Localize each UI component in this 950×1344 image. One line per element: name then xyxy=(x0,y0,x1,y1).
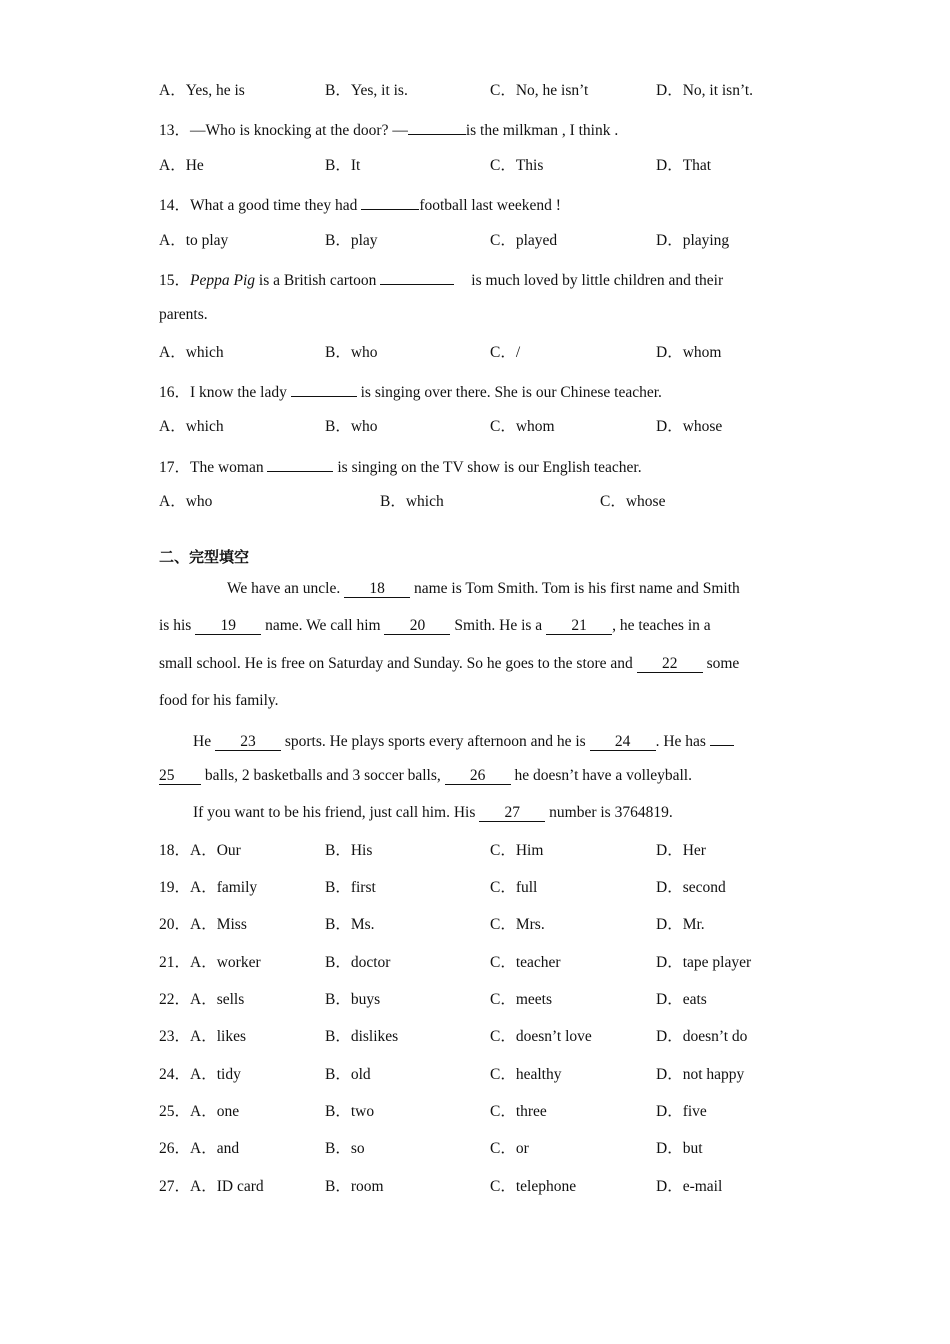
cloze-question-27 xyxy=(159,1177,264,1197)
cloze-question-20 xyxy=(159,915,247,935)
blank-27: 27 xyxy=(479,804,545,822)
blank-26: 26 xyxy=(445,767,511,785)
q16-option-c: C．whom xyxy=(490,418,555,435)
q14-stem-pre: 14．What a good time they had xyxy=(159,197,362,214)
option-d: D．second xyxy=(656,879,726,896)
option-a: A．Miss xyxy=(190,916,247,933)
q13-stem-pre: 13．—Who is knocking at the door? — xyxy=(159,122,408,139)
option-c: C．three xyxy=(490,1103,547,1120)
passage-text: is his xyxy=(159,617,196,634)
passage-p3-line1 xyxy=(193,803,673,823)
q15-stem-num: 15． xyxy=(159,272,191,289)
blank-25: 25 xyxy=(159,767,201,785)
q15-stem-mid: is a British cartoon xyxy=(255,272,381,289)
q17-option-a: A．who xyxy=(159,493,213,510)
option-b: B．doctor xyxy=(325,954,391,971)
option-a: A．ID card xyxy=(190,1178,264,1195)
passage-text: some xyxy=(702,655,740,672)
cloze-question-21 xyxy=(159,953,261,973)
cloze-question-23 xyxy=(159,1027,246,1047)
q15-stem-title: Peppa Pig xyxy=(190,272,256,289)
q15-blank xyxy=(380,268,454,285)
cloze-question-18 xyxy=(159,841,241,861)
q16-option-d: D．whose xyxy=(656,418,723,435)
option-d: D．Mr. xyxy=(656,916,705,933)
passage-text: sports. He plays sports every afternoon and he is xyxy=(280,733,590,750)
q14-option-d: D．playing xyxy=(656,232,730,249)
option-a: A．tidy xyxy=(190,1066,241,1083)
option-a: A．one xyxy=(190,1103,240,1120)
q13-stem xyxy=(159,118,618,141)
blank-25-start xyxy=(710,729,734,746)
passage-text: . He has xyxy=(655,733,710,750)
q15-stem-post: is much loved by little children and their xyxy=(471,272,724,289)
q17-stem-post: is singing on the TV show is our English teacher. xyxy=(333,459,642,476)
option-d: D．five xyxy=(656,1103,707,1120)
option-d: D．eats xyxy=(656,991,707,1008)
q16-stem-pre: 16．I know the lady xyxy=(159,384,291,401)
passage-text: name. We call him xyxy=(261,617,385,634)
question-number: 26． xyxy=(159,1140,191,1157)
option-b: B．His xyxy=(325,842,373,859)
q13-option-a: A．He xyxy=(159,157,204,174)
passage-text: small school. He is free on Saturday and Sunday. So he goes to the store and xyxy=(159,655,637,672)
passage-text: Smith. He is a xyxy=(450,617,547,634)
passage-p1-line4: food for his family. xyxy=(159,692,279,709)
q17-blank xyxy=(267,455,333,472)
option-a: A．worker xyxy=(190,954,261,971)
question-number: 24． xyxy=(159,1066,191,1083)
option-d: D．not happy xyxy=(656,1066,745,1083)
passage-text: he doesn’t have a volleyball. xyxy=(510,767,692,784)
option-c: C．meets xyxy=(490,991,552,1008)
q13-blank xyxy=(408,118,466,135)
q17-option-c: C．whose xyxy=(600,493,666,510)
q12-option-b: B．Yes, it is. xyxy=(325,82,408,99)
option-c: C．or xyxy=(490,1140,529,1157)
option-d: D．but xyxy=(656,1140,703,1157)
q16-option-b: B．who xyxy=(325,418,378,435)
q14-option-a: A．to play xyxy=(159,232,229,249)
q13-option-c: C．This xyxy=(490,157,544,174)
question-number: 19． xyxy=(159,879,191,896)
option-a: A．Our xyxy=(190,842,241,859)
q13-option-b: B．It xyxy=(325,157,361,174)
blank-20: 20 xyxy=(384,617,450,635)
passage-text: balls, 2 basketballs and 3 soccer balls, xyxy=(201,767,445,784)
q12-option-d: D．No, it isn’t. xyxy=(656,82,754,99)
option-d: D．tape player xyxy=(656,954,752,971)
question-number: 21． xyxy=(159,954,191,971)
q17-stem xyxy=(159,455,642,478)
q14-option-c: C．played xyxy=(490,232,558,249)
option-d: D．e-mail xyxy=(656,1178,723,1195)
option-c: C．healthy xyxy=(490,1066,562,1083)
question-number: 22． xyxy=(159,991,191,1008)
option-b: B．Ms. xyxy=(325,916,375,933)
option-c: C．Mrs. xyxy=(490,916,545,933)
option-a: A．likes xyxy=(190,1028,246,1045)
question-number: 23． xyxy=(159,1028,191,1045)
option-b: B．so xyxy=(325,1140,365,1157)
blank-19: 19 xyxy=(195,617,261,635)
cloze-question-22 xyxy=(159,990,244,1010)
question-number: 27． xyxy=(159,1178,191,1195)
q12-option-a: A．Yes, he is xyxy=(159,82,245,99)
passage-p2-line2 xyxy=(159,766,692,786)
passage-p2-line1 xyxy=(193,729,734,752)
section-heading: 二、完型填空 xyxy=(159,548,250,566)
cloze-question-24 xyxy=(159,1065,241,1085)
option-c: C．telephone xyxy=(490,1178,577,1195)
q15-option-c: C．/ xyxy=(490,344,521,361)
q15-option-a: A．which xyxy=(159,344,224,361)
passage-p1-line3 xyxy=(159,654,739,674)
passage-text: He xyxy=(193,733,215,750)
cloze-question-26 xyxy=(159,1139,239,1159)
blank-22: 22 xyxy=(637,655,703,673)
option-d: D．doesn’t do xyxy=(656,1028,748,1045)
q15-option-d: D．whom xyxy=(656,344,722,361)
option-b: B．buys xyxy=(325,991,381,1008)
option-b: B．dislikes xyxy=(325,1028,399,1045)
q17-stem-pre: 17．The woman xyxy=(159,459,268,476)
option-d: D．Her xyxy=(656,842,706,859)
q15-stem-line2: parents. xyxy=(159,306,208,323)
option-a: A．and xyxy=(190,1140,240,1157)
q15-option-b: B．who xyxy=(325,344,378,361)
option-c: C．teacher xyxy=(490,954,561,971)
passage-p1-line1 xyxy=(227,579,740,599)
passage-text: If you want to be his friend, just call him. His xyxy=(193,804,480,821)
blank-23: 23 xyxy=(215,733,281,751)
passage-text: , he teaches in a xyxy=(612,617,711,634)
q12-option-c: C．No, he isn’t xyxy=(490,82,589,99)
option-b: B．old xyxy=(325,1066,371,1083)
q15-stem xyxy=(159,268,723,291)
option-c: C．Him xyxy=(490,842,544,859)
q16-stem-post: is singing over there. She is our Chinese teacher. xyxy=(356,384,662,401)
cloze-question-19 xyxy=(159,878,257,898)
q17-option-b: B．which xyxy=(380,493,444,510)
question-number: 18． xyxy=(159,842,191,859)
option-b: B．room xyxy=(325,1178,384,1195)
q13-option-d: D．That xyxy=(656,157,712,174)
blank-18: 18 xyxy=(344,580,410,598)
passage-p1-line2 xyxy=(159,616,711,636)
blank-24: 24 xyxy=(590,733,656,751)
option-a: A．sells xyxy=(190,991,245,1008)
q14-stem-post: football last weekend ! xyxy=(419,197,561,214)
question-number: 25． xyxy=(159,1103,191,1120)
passage-text: We have an uncle. xyxy=(227,580,345,597)
q13-stem-post: is the milkman , I think . xyxy=(465,122,619,139)
blank-21: 21 xyxy=(546,617,612,635)
q14-stem xyxy=(159,193,561,216)
option-c: C．full xyxy=(490,879,538,896)
q16-option-a: A．which xyxy=(159,418,224,435)
option-a: A．family xyxy=(190,879,258,896)
passage-text: number is 3764819. xyxy=(545,804,673,821)
cloze-question-25 xyxy=(159,1102,239,1122)
passage-text: name is Tom Smith. Tom is his first name and Smith xyxy=(410,580,740,597)
q14-option-b: B．play xyxy=(325,232,378,249)
option-b: B．first xyxy=(325,879,376,896)
question-number: 20． xyxy=(159,916,191,933)
q14-blank xyxy=(361,193,419,210)
option-b: B．two xyxy=(325,1103,375,1120)
option-c: C．doesn’t love xyxy=(490,1028,592,1045)
q16-blank xyxy=(291,380,357,397)
q16-stem xyxy=(159,380,662,403)
